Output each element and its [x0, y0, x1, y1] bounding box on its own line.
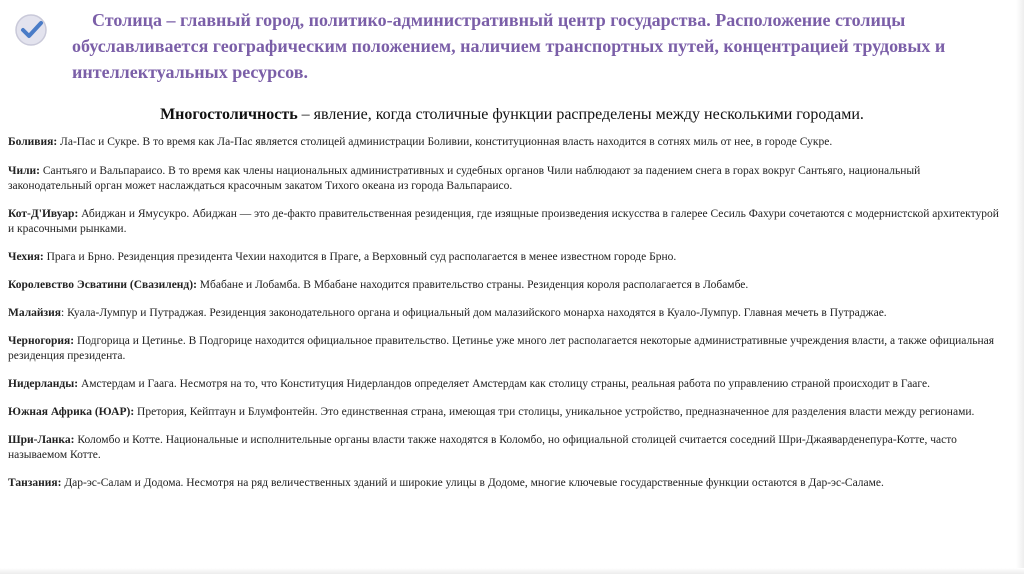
country-item-ivory-coast [8, 207, 1004, 237]
country-description: : Куала-Лумпур и Путраджая. Резиденция законодательного органа и официальный дом малазийского монарха находятся в Куало-Лумпур. Главная мечеть в Путраджае. [61, 307, 887, 319]
country-name: Чехия: [8, 251, 44, 263]
country-item-malaysia [8, 306, 1004, 321]
country-item-bolivia [8, 135, 1004, 150]
country-description: Абиджан и Ямусукро. Абиджан — это де-факто правительственная резиденция, где изящные произведения искусства в галерее Сесиль Фахури сочетаются с модернистской архитектурой и красочными рынками. [8, 208, 999, 235]
country-name: Малайзия [8, 307, 62, 319]
check-circle-icon [14, 13, 48, 47]
country-item-montenegro [8, 334, 1004, 364]
definition-line [0, 105, 1024, 125]
slide-bottom-edge [0, 568, 1024, 574]
country-name: Черногория: [8, 335, 75, 347]
definition-text: – явление, когда столичные функции распределены между несколькими городами. [297, 106, 864, 123]
country-description: Коломбо и Котте. Национальные и исполнительные органы власти также находятся в Коломбо, но официальной столицей считается соседний Шри-Джаяварденепура-Котте, часто называемом Котте. [8, 434, 957, 461]
country-description: Мбабане и Лобамба. В Мбабане находится правительство страны. Резиденция короля располагается в Лобамбе. [196, 279, 749, 291]
country-item-tanzania [8, 476, 1004, 491]
slide-header: Столица – главный город, политико-административный центр государства. Расположение столицы обуславливается географическим положением, наличием транспортных путей, концентрацией трудовых и интеллектуальных ресурсов. [72, 10, 946, 82]
country-item-sri-lanka [8, 433, 1004, 463]
country-item-czechia [8, 250, 1004, 265]
country-description: Дар-эс-Салам и Додома. Несмотря на ряд величественных зданий и широкие улицы в Додоме, многие ключевые государственные функции остаются в Дар-эс-Саламе. [61, 477, 884, 489]
country-name: Танзания: [8, 477, 62, 489]
country-item-netherlands [8, 377, 1004, 392]
country-description: Прага и Брно. Резиденция президента Чехии находится в Праге, а Верховный суд располагается в менее известном городе Брно. [43, 251, 677, 263]
country-item-eswatini [8, 278, 1004, 293]
country-name: Боливия: [8, 136, 58, 148]
country-description: Ла-Пас и Сукре. В то время как Ла-Пас является столицей администрации Боливии, конституционная власть находится в сотнях миль от нее, в городе Сукре. [57, 136, 833, 148]
country-name: Нидерланды: [8, 378, 79, 390]
country-name: Королевство Эсватини (Свазиленд): [8, 279, 197, 291]
country-item-chile [8, 164, 1004, 194]
country-item-south-africa [8, 405, 1004, 420]
country-description: Сантьяго и Вальпараисо. В то время как члены национальных административных и судебных органов Чили наблюдают за падением снега в горах вокруг Сантьяго, национальный законодательный орган может наслаждаться красочным закатом Тихого океана из города Вальпараисо. [8, 165, 921, 192]
country-name: Южная Африка (ЮАР): [8, 406, 135, 418]
country-description: Подгорица и Цетинье. В Подгорице находится официальное правительство. Цетинье уже много лет располагается некоторые административные учреждения власти, а также официальная резиденция президента. [8, 335, 995, 362]
definition-term: Многостоличность [160, 106, 298, 123]
country-description: Амстердам и Гаага. Несмотря на то, что Конституция Нидерландов определяет Амстердам как столицу страны, реальная работа по управлению страной происходит в Гааге. [78, 378, 930, 390]
country-name: Шри-Ланка: [8, 434, 75, 446]
country-name: Кот-Д'Ивуар: [8, 208, 79, 220]
slide-right-edge [1016, 0, 1024, 574]
country-list [8, 135, 1004, 491]
country-name: Чили: [8, 165, 40, 177]
country-description: Претория, Кейптаун и Блумфонтейн. Это единственная страна, имеющая три столицы, уникальное устройство, предназначенное для разделения власти между регионами. [134, 406, 975, 418]
